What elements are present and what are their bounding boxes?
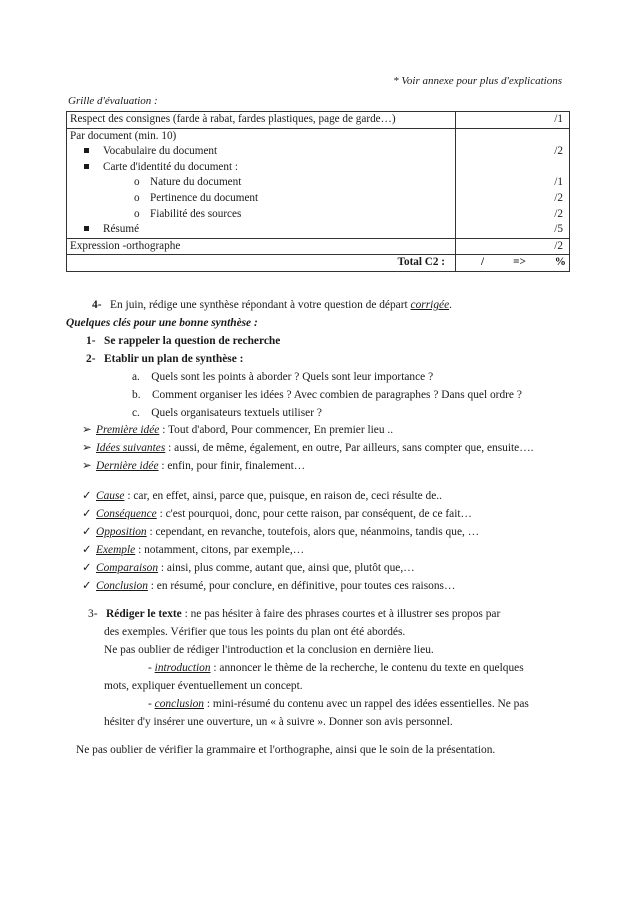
check-icon: ✓ (82, 580, 92, 592)
arrow-bullet-icon: ➢ (82, 460, 92, 472)
check-icon: ✓ (82, 490, 92, 502)
row-score: /2 (554, 207, 563, 220)
list-item: ✓ Conséquence : c'est pourquoi, donc, pour cette raison, par conséquent, de ce fait… (82, 506, 472, 523)
step-3: 3- Rédiger le texte : ne pas hésiter à faire des phrases courtes et à illustrer ses propos par (88, 608, 501, 620)
circle-bullet-icon: o (134, 207, 140, 220)
list-item: Vocabulaire du document (70, 144, 452, 160)
circle-bullet-icon: o (134, 176, 140, 189)
list-item: Carte d'identité du document : (70, 160, 452, 176)
row-label: Expression -orthographe (67, 238, 456, 255)
list-item: ✓ Comparaison : ainsi, plus comme, autant que, ainsi que, plutôt que,… (82, 560, 415, 577)
list-item: ➢ Dernière idée : enfin, pour finir, finalement… (82, 458, 305, 475)
circle-bullet-icon: o (134, 191, 140, 204)
square-bullet-icon (84, 148, 89, 153)
list-item: o Nature du document (70, 175, 452, 191)
check-icon: ✓ (82, 544, 92, 556)
row-label: Respect des consignes (farde à rabat, fardes plastiques, page de garde…) (67, 112, 456, 129)
table-row (67, 238, 570, 255)
table-row (67, 112, 570, 129)
step-2: 2- Etablir un plan de synthèse : (86, 353, 244, 365)
paragraph-line: mots, expliquer éventuellement un concept. (104, 680, 303, 692)
row-score: /1 (554, 176, 563, 189)
list-item: ➢ Idées suivantes : aussi, de même, également, en outre, Par ailleurs, sans compter que, ensuite…. (82, 440, 533, 457)
list-item: ➢ Première idée : Tout d'abord, Pour commencer, En premier lieu .. (82, 422, 393, 439)
list-item: o Pertinence du document (70, 191, 452, 207)
total-label: Total C2 : (67, 255, 456, 272)
final-note: Ne pas oublier de vérifier la grammaire et l'orthographe, ainsi que le soin de la présentation. (76, 744, 496, 756)
list-item: ✓ Cause : car, en effet, ainsi, parce que, puisque, en raison de, ceci résulte de.. (82, 488, 442, 505)
evaluation-grid (66, 111, 570, 272)
check-icon: ✓ (82, 526, 92, 538)
total-slash: / (481, 256, 485, 269)
intro-line: - introduction : annoncer le thème de la recherche, le contenu du texte en quelques (148, 662, 524, 674)
arrow-bullet-icon: ➢ (82, 424, 92, 436)
total-arrow: => (513, 256, 526, 269)
row-label: Par document (min. 10) (70, 129, 177, 142)
step-4: 4- En juin, rédige une synthèse répondant à votre question de départ corrigée. (92, 299, 452, 311)
arrow-bullet-icon: ➢ (82, 442, 92, 454)
step-1: 1- Se rappeler la question de recherche (86, 335, 281, 347)
list-item: o Fiabilité des sources (70, 207, 452, 223)
total-row (67, 255, 570, 272)
list-item: ✓ Exemple : notamment, citons, par exemple,… (82, 542, 304, 559)
list-item: ✓ Opposition : cependant, en revanche, toutefois, alors que, néanmoins, tandis que, … (82, 524, 479, 541)
row-score: /2 (554, 145, 563, 158)
row-score: /1 (456, 112, 570, 129)
list-item: b. Comment organiser les idées ? Avec combien de paragraphes ? Dans quel ordre ? (132, 389, 522, 401)
square-bullet-icon (84, 226, 89, 231)
annexe-note: * Voir annexe pour plus d'explications (393, 75, 562, 87)
list-item: a. Quels sont les points à aborder ? Quels sont leur importance ? (132, 371, 434, 383)
list-item: c. Quels organisateurs textuels utiliser ? (132, 407, 322, 419)
list-item: Résumé (70, 222, 452, 238)
row-score: /5 (554, 223, 563, 236)
square-bullet-icon (84, 164, 89, 169)
paragraph-line: hésiter d'y insérer une ouverture, un « à suivre ». Donner son avis personnel. (104, 716, 453, 728)
grille-title: Grille d'évaluation : (68, 95, 158, 107)
paragraph-line: des exemples. Vérifier que tous les points du plan ont été abordés. (104, 626, 406, 638)
table-row (67, 128, 570, 238)
paragraph-line: Ne pas oublier de rédiger l'introduction et la conclusion en dernière lieu. (104, 644, 434, 656)
conclusion-line: - conclusion : mini-résumé du contenu avec un rappel des idées essentielles. Ne pas (148, 698, 529, 710)
section-heading: Quelques clés pour une bonne synthèse : (66, 317, 258, 329)
row-score: /2 (554, 191, 563, 204)
check-icon: ✓ (82, 508, 92, 520)
list-item: ✓ Conclusion : en résumé, pour conclure, en définitive, pour toutes ces raisons… (82, 578, 455, 595)
total-percent: % (554, 256, 566, 269)
row-score: /2 (456, 238, 570, 255)
check-icon: ✓ (82, 562, 92, 574)
